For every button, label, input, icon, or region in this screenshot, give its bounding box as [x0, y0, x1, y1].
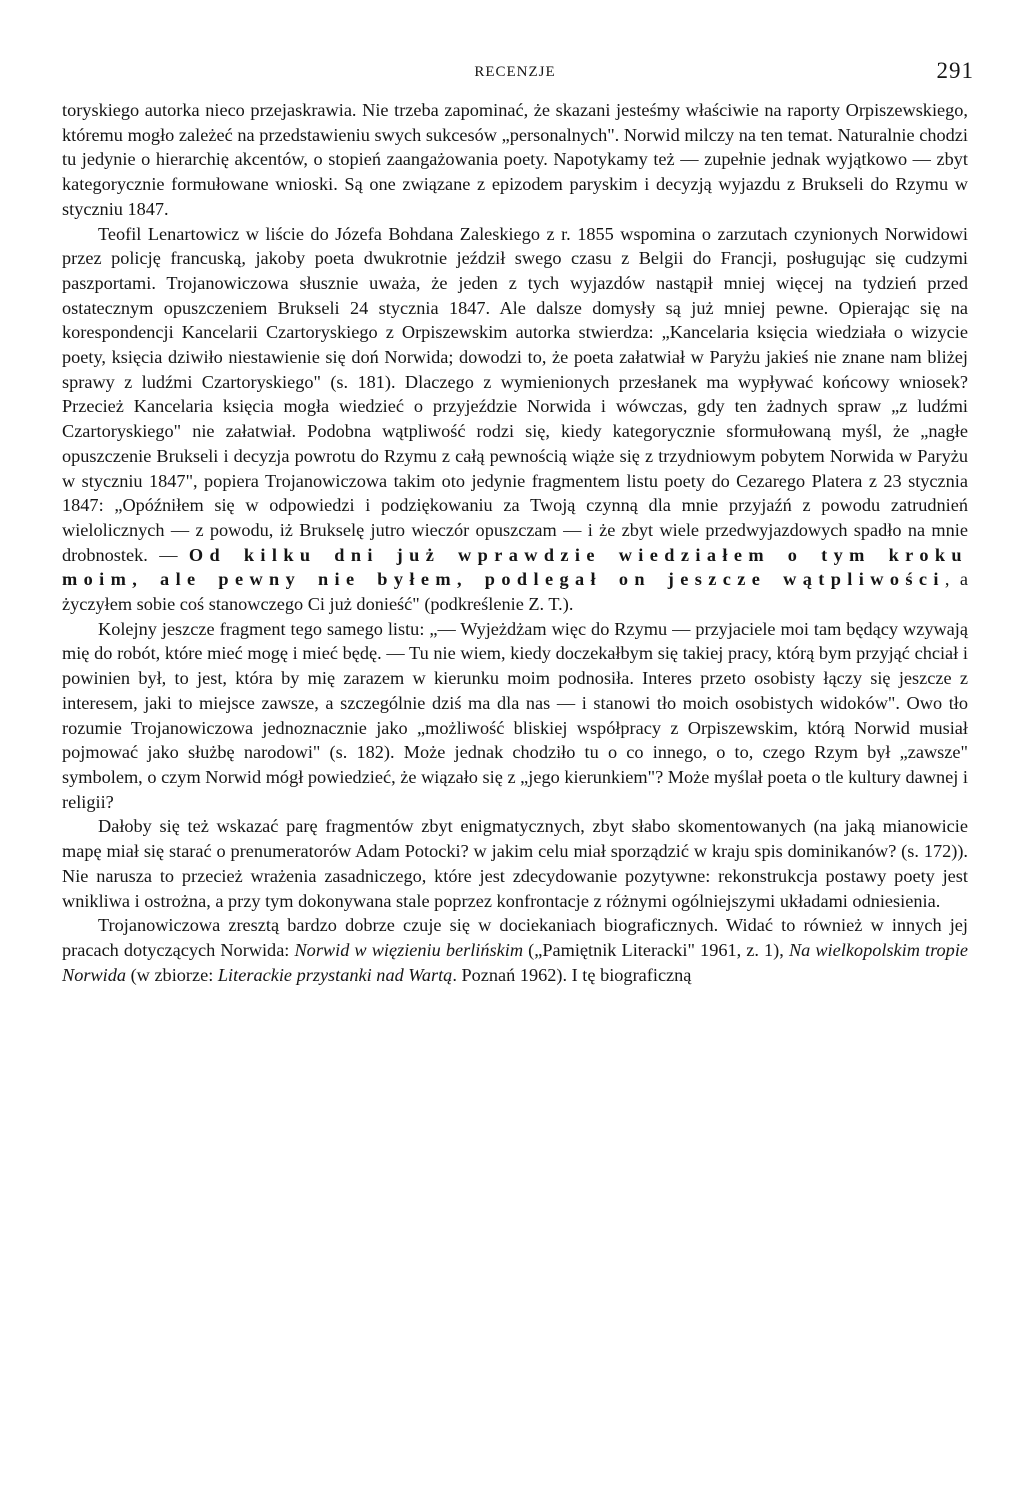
work-title: Na wielkopolskim tropie Norwida: [62, 939, 969, 985]
paragraph-5: [62, 913, 968, 987]
text-segment: Teofil Lenartowicz w liście do Józefa Bohdana Zaleskiego z r. 1855 wspomina o zarzutach czynionych Norwidowi przez policję francuską, jakoby poeta dwukrotnie jeździł swego czasu z Belgii do Francji, posługując się cudzymi paszportami. Trojanowiczowa słusznie uważa, że jeden z tych wyjazdów nastąpił mniej więcej na tydzień przed ostatecznym opuszczeniem Brukseli 24 stycznia 1847. Ale dalsze domysły są już mniej pewne. Opierając się na korespondencji Kancelarii Czartoryskiego z Orpiszewskim autorka stwierdza: „Kancelaria księcia wiedziała o wizycie poety, księcia dziwiło niestawienie się doń Norwida; dowodzi to, że poeta załatwiał w Paryżu jakieś nie znane nam bliżej sprawy z ludźmi Czartoryskiego" (s. 181). Dlaczego z wymienionych przesłanek ma wypływać końcowy wniosek? Przecież Kancelaria księcia mogła wiedzieć o przyjeździe Norwida i wówczas, gdy ten żadnych spraw „z ludźmi Czartoryskiego" nie załatwiał. Podobna wątpliwość rodzi się, kiedy kategorycznie sformułowaną myśl, że „nagłe opuszczenie Brukseli i decyzja powrotu do Rzymu z całą pewnością wiąże się z trzydniowym pobytem Norwida w Paryżu w styczniu 1847", popiera Trojanowiczowa takim oto jedynie fragmentem listu poety do Cezarego Platera z 23 stycznia 1847: „Opóźniłem się w odpowiedzi i podziękowaniu za Twoją czynną dla mnie przyjaźń z powodu zatrudnień wielolicznych — z powodu, iż Brukselę jutro wieczór opuszczam — i że zbyt wiele przedwyjazdowych spadło na mnie drobnostek. —: [62, 223, 968, 565]
text-segment: Kolejny jeszcze fragment tego samego listu: „— Wyjeżdżam więc do Rzymu — przyjaciele moi tam będący wzywają mię do robót, które mieć mogę i mieć będę. — Tu nie wiem, kiedy doczekałbym się takiej pracy, którą bym przyjąć chciał i powinien był, to jest, która by mię zarazem w kierunku moim podnosiła. Interes przeto osobisty łączy się jeszcze z interesem, jaki to miejsce zawsze, a szczególnie dziś ma dla nas — i stanowi tło moich osobistych widoków". Owo tło rozumie Trojanowiczowa jednoznacznie jako „możliwość bliskiej współpracy z Orpiszewskim, którą Norwid musiał pojmować jako służbę narodowi" (s. 182). Może jednak chodziło tu o co innego, o to, czego Rzym był „zawsze" symbolem, o czym Norwid mógł powiedzieć, że wiązało się z „jego kierunkiem"? Może myślał poeta o tle kultury dawnej i religii?: [62, 618, 968, 812]
paragraph-1: [62, 98, 968, 222]
emphasized-quote: Od kilku dni już wprawdzie wiedziałem o tym kroku moim, ale pewny nie byłem, podlegał on jeszcze wątpliwości: [62, 544, 968, 590]
work-title: Norwid w więzieniu berlińskim: [294, 939, 524, 960]
page-number: 291: [936, 58, 974, 83]
text-segment: , a życzyłem sobie coś stanowczego Ci już donieść" (podkreślenie Z. T.).: [62, 569, 969, 615]
text-segment: (w zbiorze:: [126, 964, 218, 985]
text-segment: Trojanowiczowa zresztą bardzo dobrze czuje się w dociekaniach biograficznych. Widać to również w innych jej pracach dotyczących Norwida:: [62, 915, 968, 960]
running-head: [62, 58, 974, 98]
text-segment: toryskiego autorka nieco przejaskrawia. Nie trzeba zapominać, że skazani jesteśmy właściwie na raporty Orpiszewskiego, któremu mogło zależeć na przedstawieniu swych sukcesów „personalnych". Norwid milczy na ten temat. Naturalnie chodzi tu jedynie o hierarchię akcentów, o stopień zaangażowania poety. Napotykamy też — zupełnie jednak wyjątkowo — zbyt kategorycznie formułowane wnioski. Są one związane z epizodem paryskim i decyzją wyjazdu z Brukseli do Rzymu w styczniu 1847.: [62, 100, 968, 219]
text-segment: Dałoby się też wskazać parę fragmentów zbyt enigmatycznych, zbyt słabo skomentowanych (na jaką mianowicie mapę miał się starać o prenumeratorów Adam Potocki? w jakim celu miał sporządzić w kraju spis dominikanów? (s. 172)). Nie narusza to przecież wrażenia zasadniczego, które jest zdecydowanie pozytywne: rekonstrukcja postawy poety jest wnikliwa i ostrożna, a przy tym dokonywana stale poprzez konfrontacje z różnymi ogólniejszymi układami odniesienia.: [62, 816, 968, 911]
page: [62, 58, 974, 987]
text-segment: . Poznań 1962). I tę biograficzną: [452, 964, 692, 985]
review-text: [62, 98, 968, 987]
collection-title: Literackie przystanki nad Wartą: [217, 964, 453, 985]
paragraph-4: [62, 814, 968, 913]
text-segment: („Pamiętnik Literacki" 1961, z. 1),: [523, 939, 789, 960]
paragraph-2: [62, 222, 968, 617]
paragraph-3: [62, 617, 968, 815]
running-head-title: RECENZJE: [474, 64, 556, 80]
